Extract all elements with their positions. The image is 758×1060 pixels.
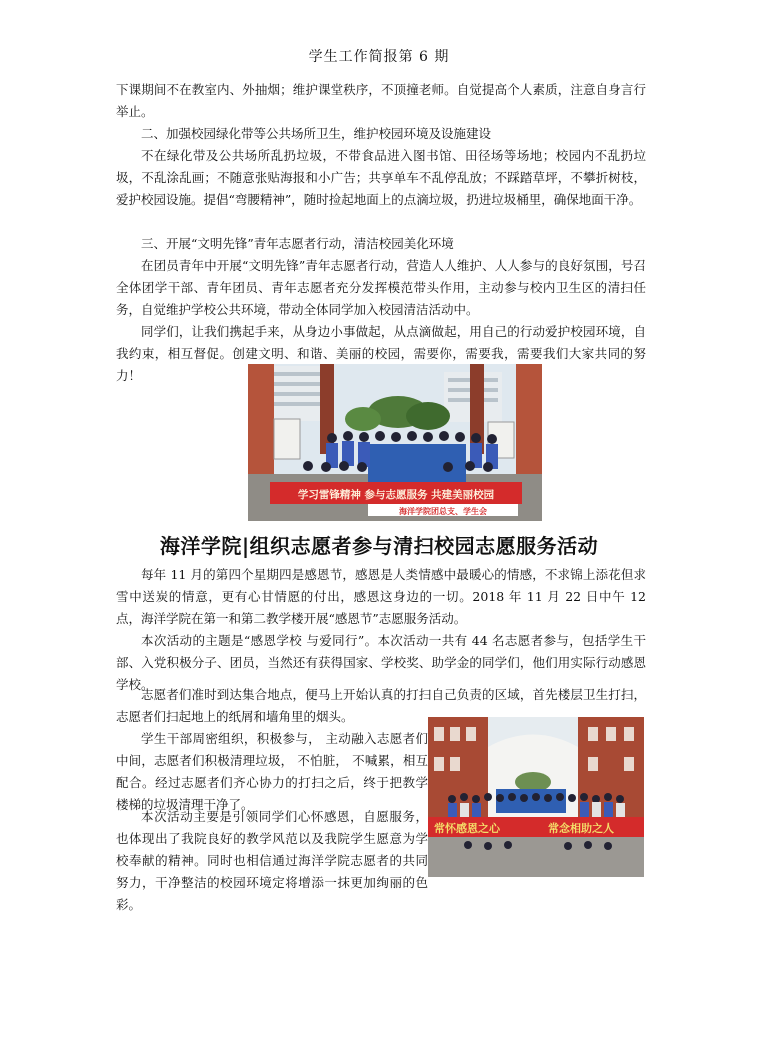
- paragraph: 在团员青年中开展“文明先锋”青年志愿者行动，营造人人维护、人人参与的良好氛围，号召全体团学干部、青年团员、青年志愿者充分发挥模范带头作用，主动参与校内卫生区的清扫任务，自觉维护学校公共环境，带动全体同学加入校园清洁活动中。: [116, 258, 646, 317]
- paragraph: 同学们，让我们携起手来，从身边小事做起，从点滴做起，用自己的行动爱护校园环境，自我约束，相互督促。创建文明、和谐、美丽的校园，需要你，需要我，需要我们大家共同的努力！: [116, 324, 646, 383]
- page-header: 学生工作简报第 6 期: [308, 49, 450, 65]
- paragraph: 不在绿化带及公共场所乱扔垃圾，不带食品进入图书馆、田径场等场地；校园内不乱扔垃圾，不乱涂乱画；不随意张贴海报和小广告；共享单车不乱停乱放；不踩踏草坪，不攀折树枝，爱护校园设施。提倡“弯腰精神”，随时捡起地面上的点滴垃圾，扔进垃圾桶里，确保地面干净。: [116, 148, 646, 207]
- paragraph: 下课期间不在教室内、外抽烟；维护课堂秩序，不顶撞老师。自觉提高个人素质，注意自身言行举止。: [116, 82, 646, 119]
- thanksgiving-volunteers-photo: [428, 717, 644, 877]
- paragraph: 学生干部周密组织，积极参与， 主动融入志愿者们中间，志愿者们积极清理垃圾， 不怕脏， 不喊累，相互配合。经过志愿者们齐心协力的打扫之后，终于把教学楼梯的垃圾清理干净了。: [116, 731, 428, 812]
- photo-banner-left: 常怀感恩之心: [434, 822, 500, 835]
- photo-banner-text: 学习雷锋精神 参与志愿服务 共建美丽校园: [297, 489, 495, 501]
- section-heading: 三、开展“文明先锋”青年志愿者行动，清洁校园美化环境: [141, 236, 454, 251]
- section-heading: 二、加强校园绿化带等公共场所卫生，维护校园环境及设施建设: [141, 126, 492, 141]
- volunteer-group-photo: [248, 364, 542, 521]
- photo-banner-right: 常念相助之人: [548, 822, 614, 835]
- paragraph: 本次活动的主题是“感恩学校 与爱同行”。本次活动一共有 44 名志愿者参与，包括学生干部、入党积极分子、团员，当然还有获得国家、学校奖、助学金的同学们，他们用实际行动感恩学校。: [116, 633, 646, 692]
- article-title: 海洋学院|组织志愿者参与清扫校园志愿服务活动: [159, 534, 599, 558]
- paragraph: 本次活动主要是引领同学们心怀感恩，自愿服务，也体现出了我院良好的教学风范以及我院学生愿意为学校奉献的精神。同时也相信通过海洋学院志愿者的共同努力，干净整洁的校园环境定将增添一抹更加绚丽的色彩。: [116, 809, 428, 912]
- photo-banner-subtext: 海洋学院团总支、学生会: [399, 507, 487, 516]
- paragraph: 每年 11 月的第四个星期四是感恩节，感恩是人类情感中最暖心的情感，不求锦上添花但求雪中送炭的情意，更有心甘情愿的付出，感恩这身边的一切。2018 年 11 月 22 日中午 12 点，海洋学院在第一和第二教学楼开展“感恩节”志愿服务活动。: [116, 567, 646, 626]
- paragraph: 志愿者们准时到达集合地点，便马上开始认真的打扫自己负责的区域，首先楼层卫生打扫，志愿者们扫起地上的纸屑和墙角里的烟头。: [116, 687, 646, 724]
